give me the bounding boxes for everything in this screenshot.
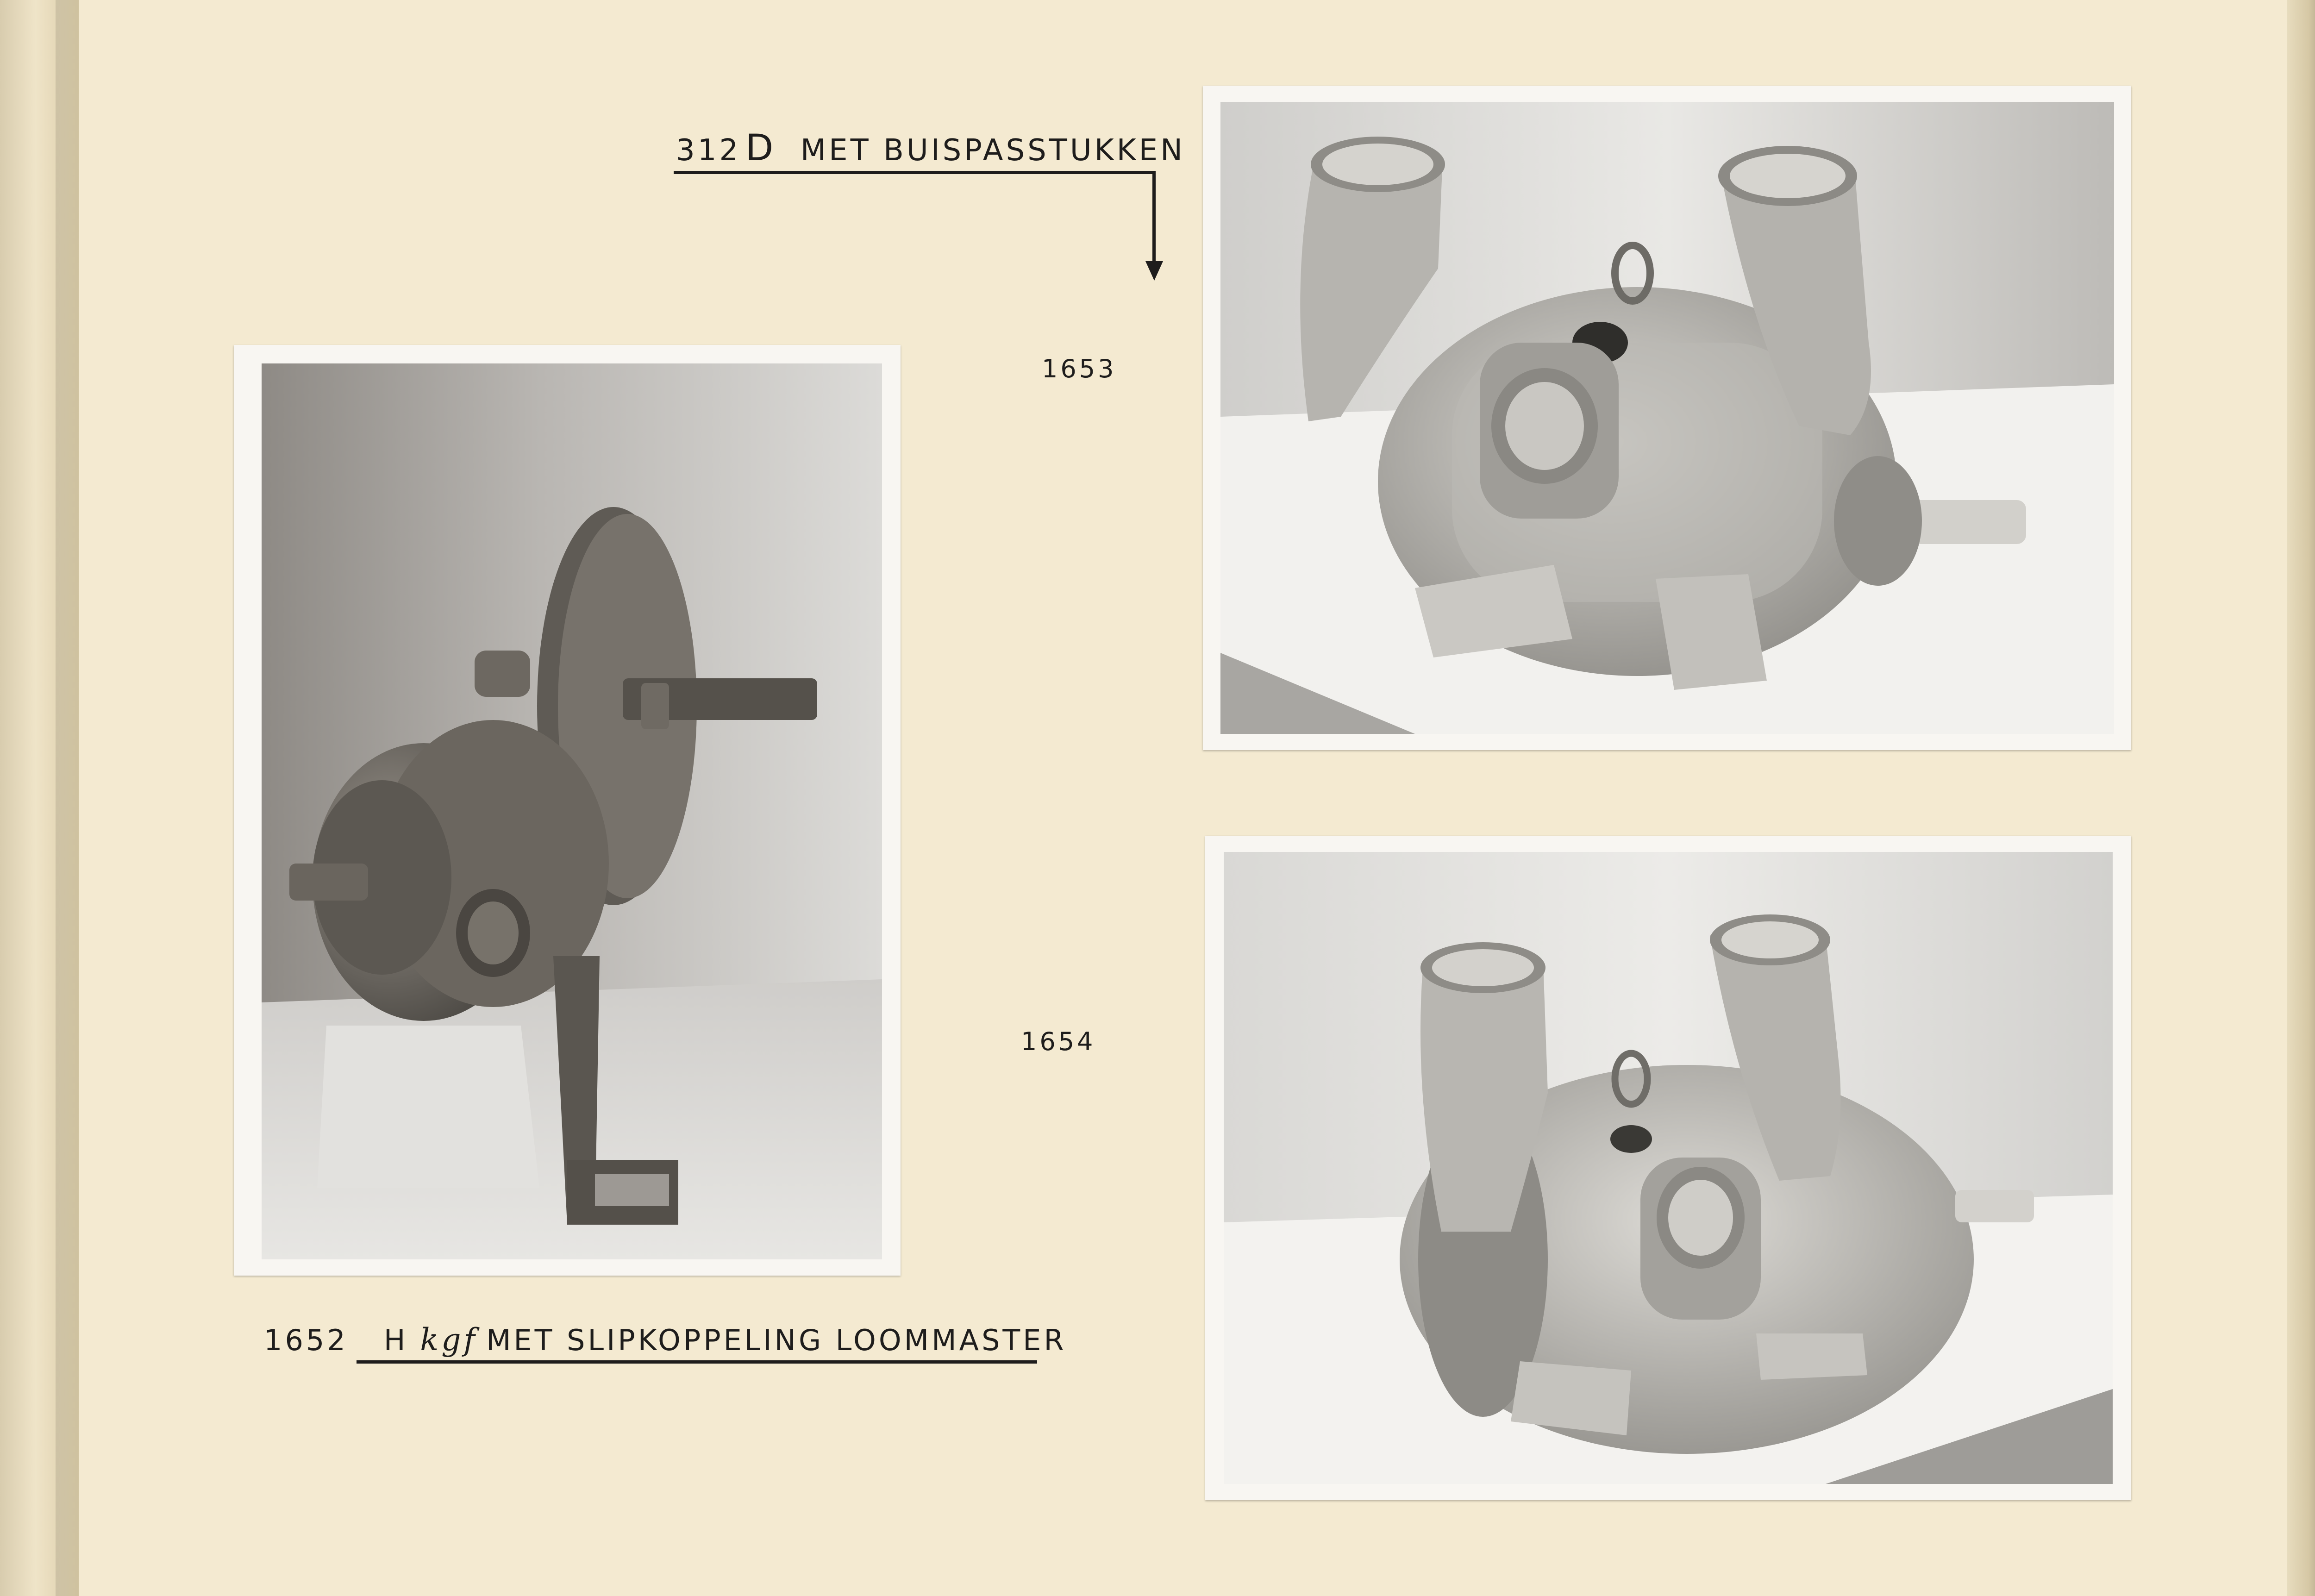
page-edge-curl bbox=[2287, 0, 2315, 1596]
bottom-caption-model-prefix: H bbox=[383, 1323, 408, 1357]
bottom-caption-description: MET SLIPKOPPELING LOOMMASTER bbox=[486, 1323, 1067, 1357]
photo-1653-image bbox=[1220, 102, 2114, 734]
top-caption-model-number: 312 bbox=[676, 133, 741, 168]
album-spine-shadow bbox=[56, 0, 79, 1596]
top-caption-underline bbox=[674, 171, 1155, 174]
arrow-down-icon bbox=[1144, 259, 1165, 282]
bottom-caption-handwritten-code: kgf bbox=[420, 1322, 478, 1358]
top-caption-model-letter: D bbox=[745, 127, 776, 169]
photo-1652-slip-coupling-motor bbox=[234, 345, 901, 1276]
photo-number-1652: 1652 bbox=[264, 1323, 348, 1357]
top-caption-arrow-line bbox=[1152, 171, 1156, 263]
photo-number-1654: 1654 bbox=[1021, 1027, 1096, 1056]
photo-1654-image bbox=[1224, 852, 2113, 1484]
photo-1653-motor-with-pipe-fittings bbox=[1203, 86, 2131, 750]
bottom-caption-underline bbox=[357, 1360, 1037, 1364]
photo-number-1653: 1653 bbox=[1042, 354, 1117, 383]
photo-1652-image bbox=[262, 363, 882, 1259]
top-caption bbox=[676, 127, 1185, 169]
bottom-caption bbox=[264, 1322, 1067, 1358]
top-caption-description: MET BUISPASSTUKKEN bbox=[800, 133, 1185, 168]
photo-1654-motor-with-pipe-fittings bbox=[1205, 836, 2131, 1500]
